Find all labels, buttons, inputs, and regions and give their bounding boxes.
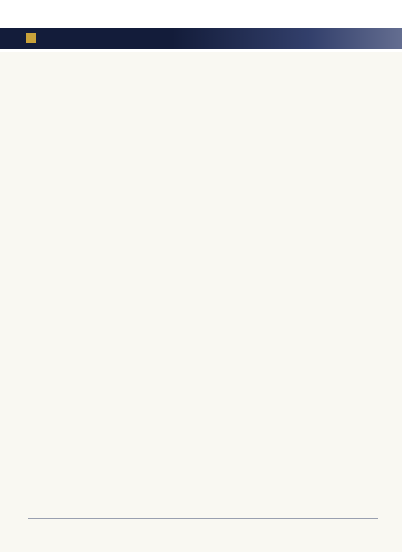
header-banner: [0, 28, 402, 49]
header-decoration: [172, 28, 402, 49]
right-column: [213, 66, 378, 504]
page-footer: [28, 524, 378, 536]
section-marker-icon: [26, 33, 36, 43]
footer-divider: [28, 518, 378, 519]
left-column: [28, 66, 193, 504]
page-header: [0, 0, 402, 52]
